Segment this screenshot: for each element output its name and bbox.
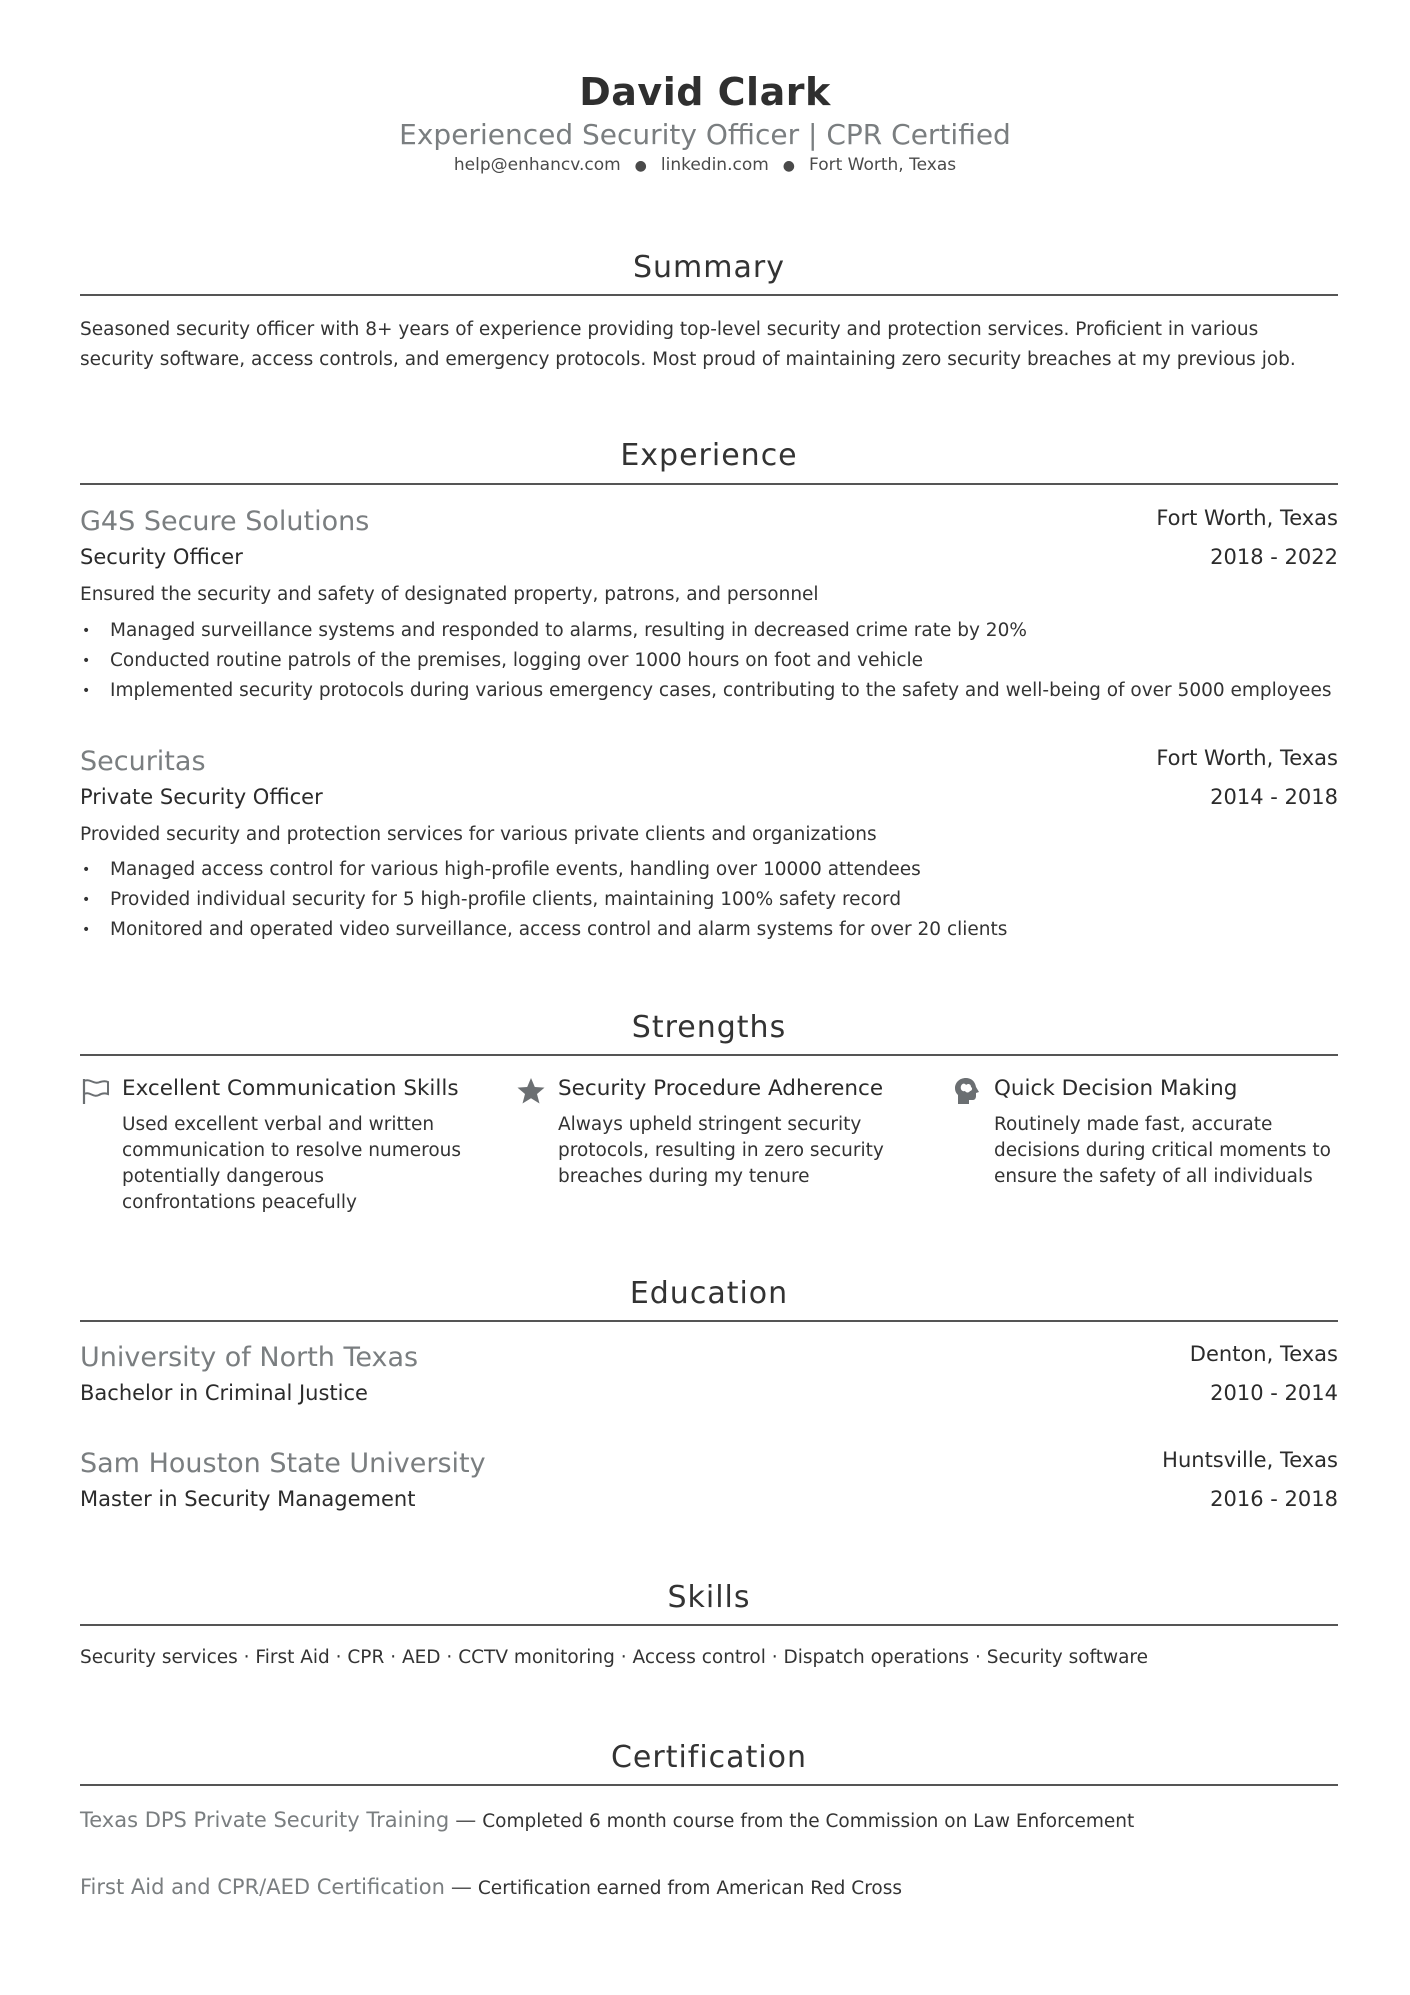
certification-description: Certification earned from American Red Cross: [477, 1878, 902, 1899]
email-link[interactable]: help@enhancv.com: [453, 155, 621, 175]
job-role: Private Security Officer: [80, 785, 323, 809]
job-location: Fort Worth, Texas: [1156, 506, 1338, 530]
candidate-title: Experienced Security Officer | CPR Certified: [399, 118, 1011, 151]
section-divider: [80, 1054, 1338, 1056]
certification-separator: —: [450, 1875, 472, 1899]
job-role: Security Officer: [80, 545, 243, 569]
list-item: • Managed surveillance systems and responded to alarms, resulting in decreased crime rate by 20%: [80, 616, 1338, 646]
certification-item: [80, 1808, 1134, 1832]
location-text: Fort Worth, Texas: [809, 155, 957, 175]
list-item: • Managed access control for various high-profile events, handling over 10000 attendees: [80, 855, 1338, 885]
strength-title: Quick Decision Making: [994, 1076, 1238, 1101]
list-item: • Conducted routine patrols of the premises, logging over 1000 hours on foot and vehicle: [80, 646, 1338, 676]
strength-title: Excellent Communication Skills: [122, 1076, 459, 1101]
job-company: G4S Secure Solutions: [80, 506, 370, 537]
summary-text: Seasoned security officer with 8+ years of experience providing top-level security and protection services. Proficient in various security software, access controls, and emergency protocols. Most proud of maintaining zero security breaches at my previous job.: [80, 319, 1296, 370]
section-divider: [80, 294, 1338, 296]
education-location: Denton, Texas: [1189, 1342, 1338, 1366]
education-school: University of North Texas: [80, 1342, 419, 1373]
certification-description: Completed 6 month course from the Commission on Law Enforcement: [482, 1811, 1135, 1832]
strength-description: Always upheld stringent security protocols, resulting in zero security breaches during my tenure: [558, 1114, 884, 1187]
experience-heading: Experience: [620, 438, 798, 473]
job-dates: 2014 - 2018: [1210, 785, 1338, 809]
job-company: Securitas: [80, 746, 206, 777]
summary-heading: Summary: [633, 250, 785, 285]
education-school: Sam Houston State University: [80, 1448, 486, 1479]
section-divider: [80, 1320, 1338, 1322]
job-dates: 2018 - 2022: [1210, 545, 1338, 569]
list-item: • Monitored and operated video surveillance, access control and alarm systems for over 20 clients: [80, 915, 1338, 945]
skills-list: Security services · First Aid · CPR · AED · CCTV monitoring · Access control · Dispatch operations · Security software: [80, 1647, 1149, 1668]
certification-name: First Aid and CPR/AED Certification: [80, 1875, 445, 1899]
job-description: Provided security and protection services for various private clients and organizations: [80, 824, 877, 845]
section-divider: [80, 483, 1338, 485]
candidate-name: David Clark: [579, 70, 831, 114]
strength-title: Security Procedure Adherence: [558, 1076, 884, 1101]
separator-dot: ●: [782, 158, 796, 174]
linkedin-link[interactable]: linkedin.com: [660, 155, 769, 175]
strength-description: Routinely made fast, accurate decisions during critical moments to ensure the safety of all individuals: [994, 1114, 1331, 1187]
education-dates: 2010 - 2014: [1210, 1381, 1338, 1405]
job-location: Fort Worth, Texas: [1156, 746, 1338, 770]
certification-separator: —: [455, 1808, 477, 1832]
star-icon: [516, 1076, 546, 1106]
education-dates: 2016 - 2018: [1210, 1487, 1338, 1511]
contact-line: [0, 155, 1410, 175]
strengths-heading: Strengths: [631, 1010, 787, 1045]
separator-dot: ●: [634, 158, 647, 174]
section-divider: [80, 1624, 1338, 1626]
flag-icon: [80, 1076, 110, 1106]
education-degree: Master in Security Management: [80, 1487, 416, 1511]
education-degree: Bachelor in Criminal Justice: [80, 1381, 368, 1405]
certification-heading: Certification: [610, 1740, 808, 1775]
strength-description: Used excellent verbal and written communication to resolve numerous potentially dangerous confrontations peacefully: [122, 1114, 462, 1213]
job-description: Ensured the security and safety of designated property, patrons, and personnel: [80, 584, 819, 605]
section-divider: [80, 1784, 1338, 1786]
list-item: • Provided individual security for 5 high-profile clients, maintaining 100% safety record: [80, 885, 1338, 915]
skills-heading: Skills: [667, 1580, 751, 1615]
brain-head-icon: [952, 1076, 982, 1106]
certification-item: [80, 1875, 902, 1899]
job-bullets: [80, 855, 1338, 945]
list-item: • Implemented security protocols during various emergency cases, contributing to the safety and well-being of over 5000 employees: [80, 676, 1338, 706]
education-heading: Education: [629, 1276, 789, 1311]
certification-name: Texas DPS Private Security Training: [80, 1808, 450, 1832]
education-location: Huntsville, Texas: [1162, 1448, 1338, 1472]
job-bullets: [80, 616, 1338, 706]
